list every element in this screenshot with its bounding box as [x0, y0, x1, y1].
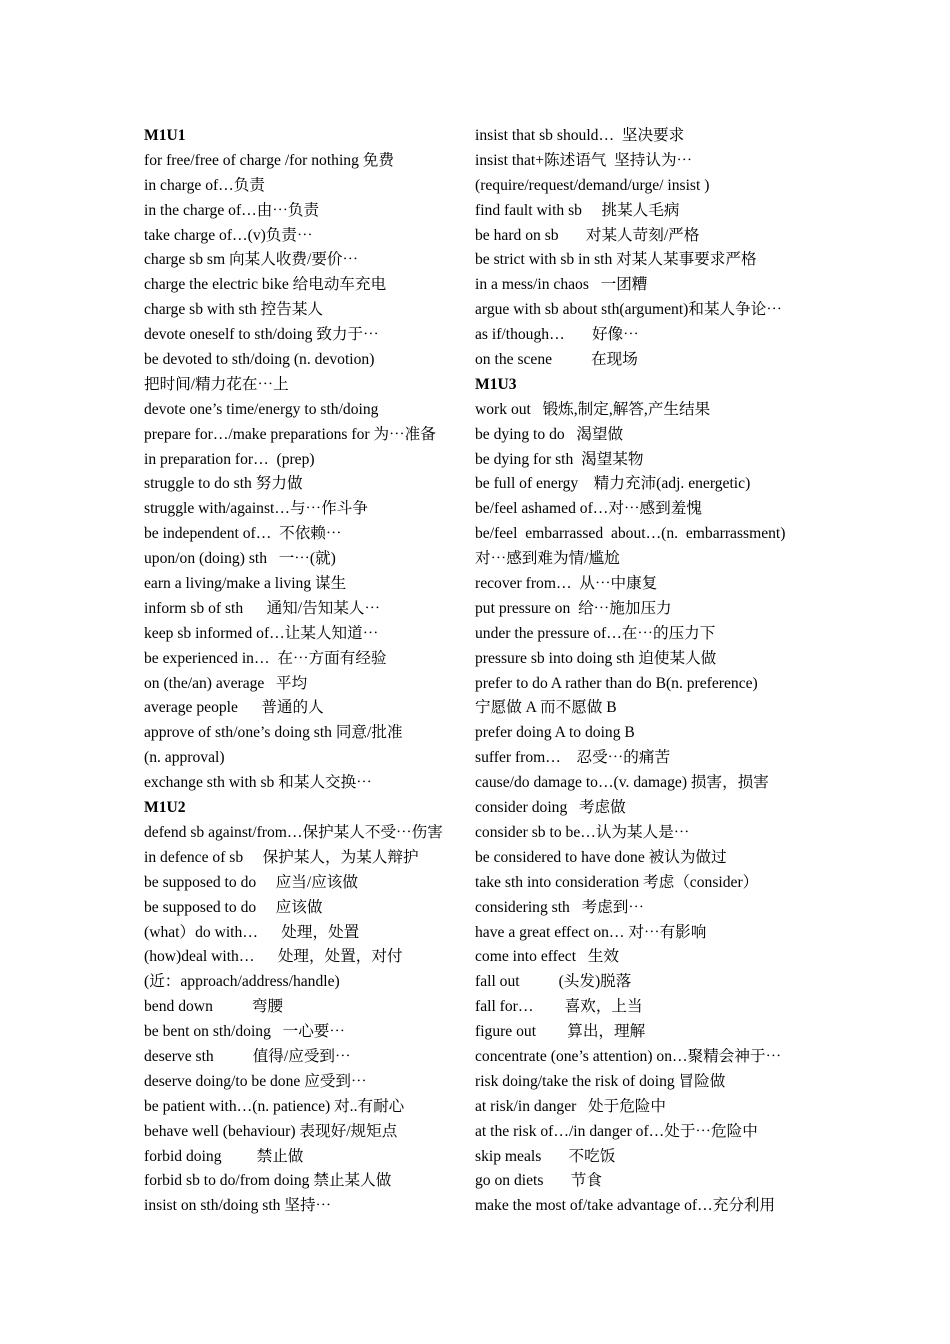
phrase-line: considering sth 考虑到⋯	[475, 898, 644, 916]
unit-heading: M1U1	[144, 127, 186, 144]
phrase-line: be strict with sb in sth 对某人某事要求严格	[475, 251, 757, 269]
phrase-line: at risk/in danger 处于危险中	[475, 1097, 666, 1115]
phrase-line: insist on sth/doing sth 坚持⋯	[144, 1197, 332, 1215]
phrase-line: 对⋯感到难为情/尴尬	[475, 550, 620, 568]
phrase-line: in a mess/in chaos 一团糟	[475, 276, 648, 294]
phrase-line: devote one’s time/energy to sth/doing	[144, 400, 379, 418]
phrase-line: deserve sth 值得/应受到⋯	[144, 1047, 351, 1065]
phrase-line: bend down 弯腰	[144, 998, 284, 1016]
phrase-line: (what）do with… 处理，处置	[144, 923, 360, 941]
phrase-line: insist that sb should… 坚决要求	[475, 127, 685, 144]
phrase-line: deserve doing/to be done 应受到⋯	[144, 1072, 367, 1090]
phrase-line: behave well (behaviour) 表现好/规矩点	[144, 1122, 398, 1140]
phrase-line: (require/request/demand/urge/ insist )	[475, 176, 710, 194]
phrase-line: prefer to do A rather than do B(n. preference)	[475, 674, 758, 692]
phrase-line: come into effect 生效	[475, 948, 619, 966]
phrase-line: be hard on sb 对某人苛刻/严格	[475, 226, 700, 244]
phrase-line: be independent of… 不依赖⋯	[144, 525, 342, 543]
phrase-line: in the charge of…由⋯负责	[144, 201, 320, 219]
phrase-line: argue with sb about sth(argument)和某人争论⋯	[475, 301, 782, 319]
phrase-line: be patient with…(n. patience) 对..有耐心	[144, 1097, 405, 1115]
phrase-line: be supposed to do 应当/应该做	[144, 873, 358, 891]
phrase-line: 宁愿做 A 而不愿做 B	[475, 699, 617, 717]
phrase-line: forbid doing 禁止做	[144, 1147, 304, 1165]
phrase-line: be bent on sth/doing 一心要⋯	[144, 1023, 345, 1041]
phrase-line: make the most of/take advantage of…充分利用	[475, 1197, 776, 1215]
phrase-line: consider sb to be…认为某人是⋯	[475, 823, 690, 841]
phrase-line: forbid sb to do/from doing 禁止某人做	[144, 1172, 392, 1190]
phrase-line: have a great effect on… 对⋯有影响	[475, 923, 707, 941]
phrase-line: be supposed to do 应该做	[144, 898, 323, 916]
phrase-line: in charge of…负责	[144, 176, 265, 194]
phrase-line: approve of sth/one’s doing sth 同意/批准	[144, 724, 403, 742]
phrase-line: inform sb of sth 通知/告知某人⋯	[144, 599, 381, 617]
phrase-line: struggle with/against…与⋯作斗争	[144, 500, 368, 518]
phrase-line: be experienced in… 在⋯方面有经验	[144, 649, 387, 667]
phrase-line: on (the/an) average 平均	[144, 674, 308, 692]
phrase-line: be/feel embarrassed about…(n. embarrassment)	[475, 525, 786, 543]
phrase-line: 把时间/精力花在⋯上	[144, 375, 289, 393]
phrase-line: insist that+陈述语气 坚持认为⋯	[475, 151, 693, 169]
phrase-line: take charge of…(v)负责⋯	[144, 226, 313, 244]
phrase-line: on the scene 在现场	[475, 351, 638, 369]
phrase-line: find fault with sb 挑某人毛病	[475, 201, 680, 219]
phrase-line: charge sb sm 向某人收费/要价⋯	[144, 251, 359, 269]
phrase-line: in preparation for… (prep)	[144, 450, 315, 468]
phrase-line: figure out 算出，理解	[475, 1023, 646, 1041]
phrase-line: pressure sb into doing sth 迫使某人做	[475, 649, 717, 667]
phrase-line: under the pressure of…在⋯的压力下	[475, 624, 716, 642]
phrase-line: be dying for sth 渴望某物	[475, 450, 644, 468]
phrase-line: concentrate (one’s attention) on…聚精会神于⋯	[475, 1047, 782, 1065]
right-column	[475, 124, 815, 1219]
phrase-line: (how)deal with… 处理，处置，对付	[144, 948, 403, 966]
unit-heading: M1U3	[475, 375, 517, 393]
phrase-line: be devoted to sth/doing (n. devotion)	[144, 351, 375, 369]
phrase-line: for free/free of charge /for nothing 免费	[144, 151, 394, 169]
phrase-line: as if/though… 好像⋯	[475, 326, 639, 344]
phrase-line: suffer from… 忍受⋯的痛苦	[475, 749, 671, 767]
phrase-line: keep sb informed of…让某人知道⋯	[144, 624, 379, 642]
phrase-line: put pressure on 给⋯施加压力	[475, 599, 672, 617]
phrase-line: upon/on (doing) sth 一⋯(就)	[144, 550, 336, 568]
phrase-line: cause/do damage to…(v. damage) 损害，损害	[475, 774, 769, 792]
phrase-line: (n. approval)	[144, 749, 225, 767]
left-column	[144, 124, 469, 1219]
phrase-line: devote oneself to sth/doing 致力于⋯	[144, 326, 379, 344]
phrase-line: work out 锻炼,制定,解答,产生结果	[475, 400, 711, 418]
phrase-line: average people 普通的人	[144, 699, 324, 717]
phrase-line: charge sb with sth 控告某人	[144, 301, 324, 319]
phrase-line: fall out (头发)脱落	[475, 973, 632, 991]
phrase-line: go on diets 节食	[475, 1172, 602, 1190]
phrase-line: be/feel ashamed of…对⋯感到羞愧	[475, 500, 702, 518]
phrase-line: earn a living/make a living 谋生	[144, 575, 347, 593]
phrase-line: be dying to do 渴望做	[475, 425, 624, 443]
phrase-line: prefer doing A to doing B	[475, 724, 635, 742]
phrase-line: be full of energy 精力充沛(adj. energetic)	[475, 475, 751, 493]
phrase-line: (近：approach/address/handle)	[144, 973, 340, 991]
phrase-line: fall for… 喜欢，上当	[475, 998, 643, 1016]
unit-heading: M1U2	[144, 799, 186, 817]
phrase-line: recover from… 从⋯中康复	[475, 575, 658, 593]
phrase-line: skip meals 不吃饭	[475, 1147, 616, 1165]
phrase-line: prepare for…/make preparations for 为⋯准备	[144, 425, 436, 443]
phrase-line: risk doing/take the risk of doing 冒险做	[475, 1072, 726, 1090]
phrase-line: be considered to have done 被认为做过	[475, 848, 727, 866]
phrase-line: defend sb against/from…保护某人不受⋯伤害	[144, 823, 443, 841]
phrase-line: consider doing 考虑做	[475, 799, 626, 817]
phrase-line: take sth into consideration 考虑（consider）	[475, 873, 759, 891]
phrase-line: exchange sth with sb 和某人交换⋯	[144, 774, 372, 792]
phrase-line: struggle to do sth 努力做	[144, 475, 303, 493]
phrase-line: charge the electric bike 给电动车充电	[144, 276, 387, 294]
phrase-line: at the risk of…/in danger of…处于⋯危险中	[475, 1122, 758, 1140]
phrase-line: in defence of sb 保护某人，为某人辩护	[144, 848, 419, 866]
